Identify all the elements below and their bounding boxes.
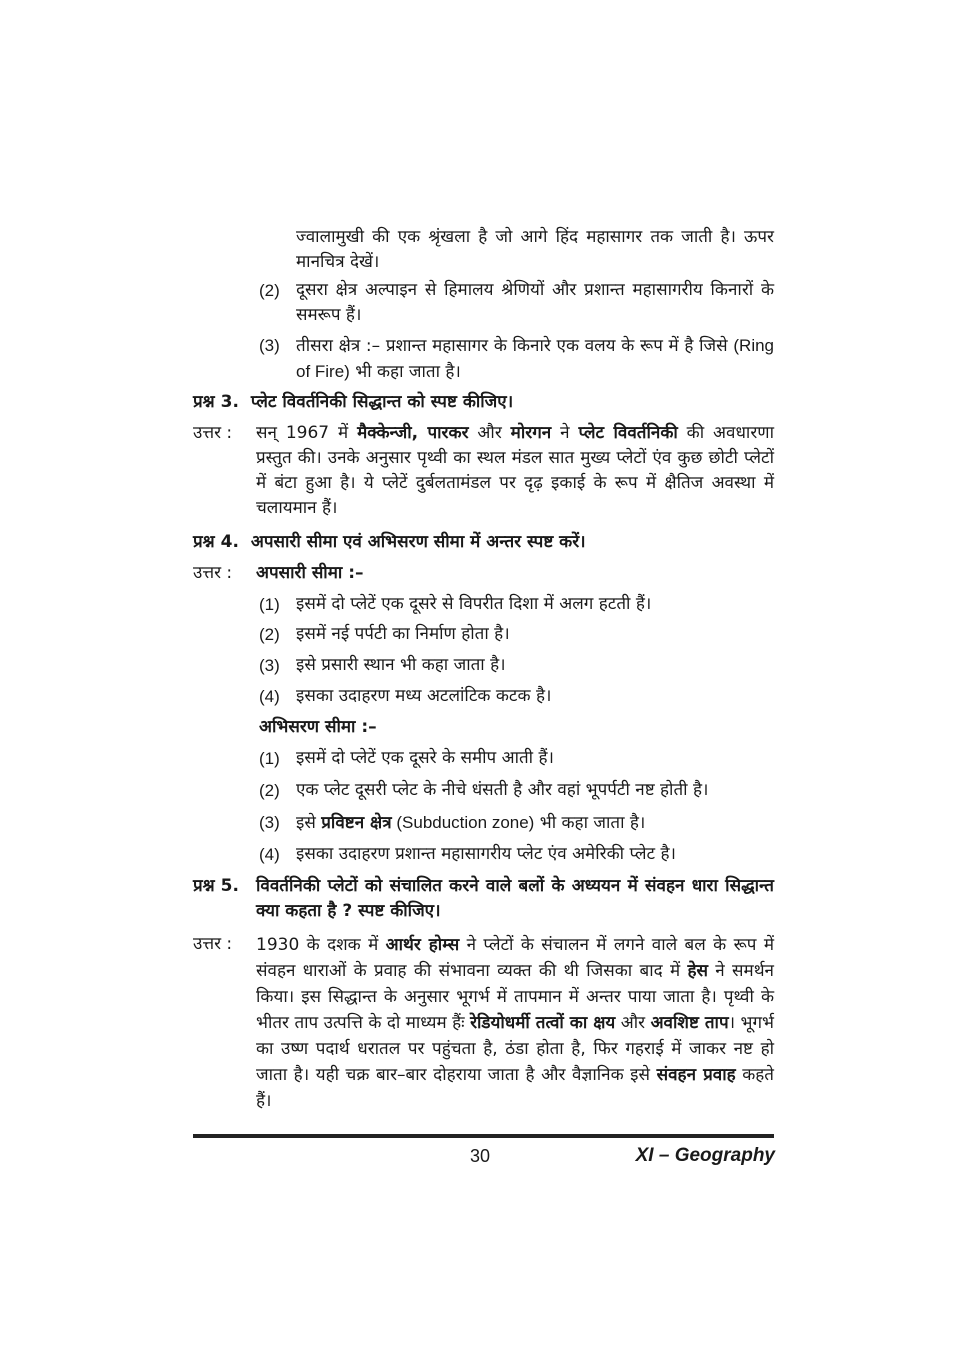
text-run: 1930 के दशक में xyxy=(256,935,386,955)
text-run: भी कहा जाता है। xyxy=(534,813,646,833)
question-label: प्रश्न 5. xyxy=(193,876,239,896)
answer-4-label: उत्तर : xyxy=(193,563,233,583)
item-text: इसे प्रसारी स्थान भी कहा जाता है। xyxy=(296,655,506,675)
subduction-zone-english: (Subduction zone) xyxy=(391,813,535,832)
item-text: इसका उदाहरण प्रशान्त महासागरीय प्लेट एंव अमेरिकी प्लेट है। xyxy=(296,844,676,864)
bold-term: मैक्केन्जी, पारकर xyxy=(357,423,469,443)
divergent-boundary-heading: अपसारी सीमा :– xyxy=(256,563,364,583)
answer-5 xyxy=(193,932,774,1112)
answer-label: उत्तर : xyxy=(193,934,233,954)
bold-term: हेस xyxy=(687,961,708,981)
item-number: (4) xyxy=(259,687,280,706)
item-text: इसका उदाहरण मध्य अटलांटिक कटक है। xyxy=(296,686,552,706)
text-run: और xyxy=(615,1013,651,1033)
zone-number: (3) xyxy=(259,336,280,355)
convergent-boundary-heading: अभिसरण सीमा :– xyxy=(259,717,377,737)
item-number: (2) xyxy=(259,781,280,800)
question-text: प्लेट विवर्तनिकी सिद्धान्त को स्पष्ट कीजिए। xyxy=(250,392,514,412)
question-4 xyxy=(193,530,774,555)
item-text: इसमें दो प्लेटें एक दूसरे से विपरीत दिशा में अलग हटती हैं। xyxy=(296,594,652,614)
page-number: 30 xyxy=(470,1146,491,1166)
convergent-item-2 xyxy=(259,778,774,804)
item-number: (1) xyxy=(259,749,280,768)
bold-term: संवहन प्रवाह xyxy=(656,1065,736,1085)
divergent-item-1 xyxy=(259,592,774,618)
zone-text xyxy=(296,333,774,385)
answer-3 xyxy=(193,421,774,521)
question-label: प्रश्न 4. xyxy=(193,532,239,552)
bold-term: अवशिष्ट ताप xyxy=(650,1013,729,1033)
zone-number: (2) xyxy=(259,281,280,300)
item-number: (3) xyxy=(259,656,280,675)
bold-term: प्लेट विवर्तनिकी xyxy=(578,423,678,443)
text-run: । भूगर्भ का उष्ण पदार्थ धरातल पर पहुंचता है, ठंडा होता है, फिर गहराई में जाकर नष्ट हो जाता है। यही चक्र बार–बार दोहराया जाता है और वैज्ञानिक इसे xyxy=(256,1013,774,1085)
text-run: और xyxy=(468,423,511,443)
convergent-item-3 xyxy=(259,810,774,836)
divergent-item-2 xyxy=(259,622,774,648)
zone-item-2 xyxy=(259,278,774,328)
continuation-paragraph: ज्वालामुखी की एक श्रृंखला है जो आगे हिंद महासागर तक जाती है। ऊपर मानचित्र देखें। xyxy=(296,227,774,272)
zone-text-a: तीसरा क्षेत्र :– प्रशान्त महासागर के किनारे एक वलय के रूप में है जिसे xyxy=(296,336,728,356)
zone-item-3 xyxy=(259,333,774,383)
item-text xyxy=(296,810,645,836)
ring-of-fire-term: (Ring of Fire) xyxy=(296,336,774,381)
bold-term: रेडियोधर्मी तत्वों का क्षय xyxy=(470,1013,616,1033)
text-run: इसे xyxy=(296,813,322,833)
bold-term: आर्थर होम्स xyxy=(385,935,460,955)
answer-text xyxy=(256,421,774,521)
item-number: (1) xyxy=(259,595,280,614)
item-text: एक प्लेट दूसरी प्लेट के नीचे धंसती है और वहां भूपर्पटी नष्ट होती है। xyxy=(296,780,709,800)
text-run: सन् 1967 में xyxy=(256,423,358,443)
answer-text xyxy=(256,932,774,1114)
divergent-item-3 xyxy=(259,653,774,679)
item-text: इसमें नई पर्पटी का निर्माण होता है। xyxy=(296,624,510,644)
question-5 xyxy=(193,874,774,926)
question-text: विवर्तनिकी प्लेटों को संचालित करने वाले बलों के अध्ययन में संवहन धारा सिद्धान्त क्या कहता है ? स्पष्ट कीजिए। xyxy=(256,876,774,921)
question-label: प्रश्न 3. xyxy=(193,392,239,412)
subduction-zone-term: प्रविष्टन क्षेत्र xyxy=(321,813,392,833)
text-run: ने प्लेटों के संचालन में लगने वाले बल के रूप में संवहन धाराओं के प्रवाह की संभावना व्यक्त की थी जिसका बाद में xyxy=(256,935,775,981)
convergent-item-1 xyxy=(259,746,774,772)
text-run: की अवधारणा प्रस्तुत की। उनके अनुसार पृथ्वी का स्थल मंडल सात मुख्य प्लेटों एंव कुछ छोटी प्लेटों में बंटा हुआ है। ये प्लेटें दुर्बलतामंडल पर दृढ़ इकाई के रूप में क्षैतिज अवस्था में चलायमान हैं। xyxy=(256,423,774,518)
item-number: (3) xyxy=(259,813,280,832)
question-text: अपसारी सीमा एवं अभिसरण सीमा में अन्तर स्पष्ट करें। xyxy=(250,532,586,552)
question-3 xyxy=(193,390,774,415)
divergent-item-4 xyxy=(259,684,774,710)
footer-subject: XI – Geography xyxy=(635,1145,775,1166)
convergent-item-4 xyxy=(259,842,774,868)
item-number: (4) xyxy=(259,845,280,864)
text-run: ने समर्थन किया। इस सिद्धान्त के अनुसार भूगर्भ में तापमान में अन्तर पाया जाता है। पृथ्वी के भीतर ताप उत्पत्ति के दो माध्यम हैंः xyxy=(256,961,774,1033)
item-number: (2) xyxy=(259,625,280,644)
footer-rule xyxy=(193,1134,774,1138)
text-run: ने xyxy=(551,423,579,443)
text-run: कहते हैं। xyxy=(256,1065,774,1111)
zone-text: दूसरा क्षेत्र अल्पाइन से हिमालय श्रेणियों और प्रशान्त महासागरीय किनारों के समरूप हैं। xyxy=(296,280,774,325)
bold-term: मोरगन xyxy=(510,423,552,443)
answer-label: उत्तर : xyxy=(193,423,233,443)
item-text: इसमें दो प्लेटें एक दूसरे के समीप आती हैं। xyxy=(296,748,554,768)
zone-text-c: भी कहा जाता है। xyxy=(349,362,461,382)
